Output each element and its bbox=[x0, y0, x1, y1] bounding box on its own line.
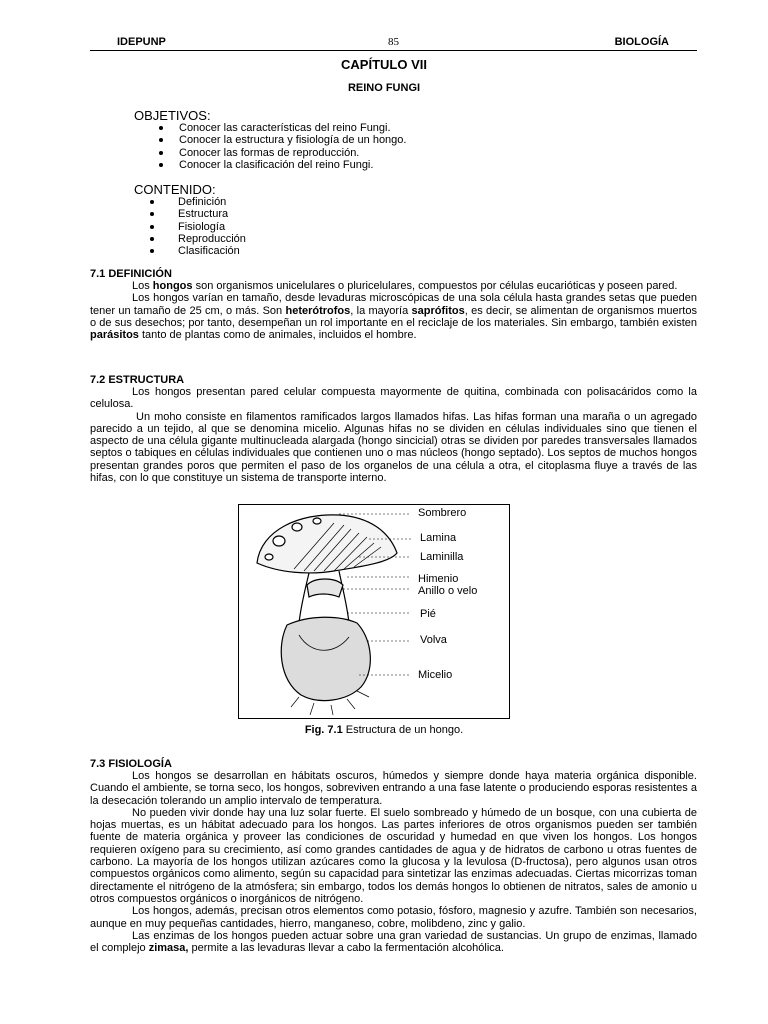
figure-label: Micelio bbox=[418, 669, 453, 681]
list-item: Reproducción bbox=[178, 232, 246, 245]
paragraph: Los hongos presentan pared celular compuesta mayormente de quitina, combinada con polisacáridos como la celulosa. bbox=[90, 386, 697, 411]
section-heading-physiology: 7.3 FISIOLOGÍA bbox=[90, 758, 172, 770]
paragraph: Las enzimas de los hongos pueden actuar sobre una gran variedad de sustancias. Un grupo de enzimas, llamado el complejo zimasa, permite a las levaduras llevar a cabo la fermentación alcohólica. bbox=[90, 929, 697, 955]
section-physiology bbox=[90, 770, 697, 954]
paragraph: Los hongos varían en tamaño, desde levaduras microscópicas de una sola célula hasta grandes setas que pueden tener un tamaño de 25 cm, o más. Son heterótrofos, la mayoría saprófitos, es decir, se alimentan de organismos muertos o de sus desechos; por tanto, desempeñan un rol importante en el reciclaje de los materiales. Sin embargo, también existen parásitos tanto de plantas como de animales, incluidos el hombre. bbox=[90, 292, 697, 342]
objectives-list bbox=[179, 122, 406, 171]
section-definition bbox=[90, 280, 697, 341]
paragraph: Un moho consiste en filamentos ramificados largos llamados hifas. Las hifas forman una maraña o un agregado parecido a un tejido, al que se denomina micelio. Algunas hifas no se dividen en células individuales sino que tienen el aspecto de una célula gigante multinucleada alargada (hongo sincicial) otras se dividen por paredes transversales llamados septos o tabiques en células individuales que contienen uno o mas núcleos (hongo septado). Los septos de muchos hongos presentan grandes poros que permiten el paso de los organelos de una célula a otra, el citoplasma fluye a través de las hifas, con lo que constituye un sistema de transporte interno. bbox=[90, 410, 697, 485]
list-item: Conocer las características del reino Fungi. bbox=[179, 122, 406, 134]
contents-list bbox=[178, 196, 246, 257]
figure-label: Anillo o velo bbox=[418, 585, 478, 597]
figure-label: Volva bbox=[420, 634, 447, 646]
list-item: Estructura bbox=[178, 208, 246, 220]
running-header bbox=[90, 34, 697, 51]
paragraph: Los hongos son organismos unicelulares o pluricelulares, compuestos por células eucarióticas y poseen pared. bbox=[132, 280, 678, 292]
list-item: Conocer las formas de reproducción. bbox=[179, 147, 406, 159]
paragraph: Los hongos, además, precisan otros elementos como potasio, fósforo, magnesio y azufre. También son necesarios, aunque en muy pequeñas cantidades, hierro, manganeso, cobre, molibdeno, zinc y galio. bbox=[90, 905, 697, 930]
header-institution: IDEPUNP bbox=[117, 36, 166, 48]
figure-caption: Fig. 7.1 Estructura de un hongo. bbox=[304, 724, 464, 736]
figure-label: Sombrero bbox=[418, 507, 467, 519]
contents-heading: CONTENIDO: bbox=[134, 182, 216, 197]
figure-label: Lamina bbox=[420, 532, 457, 544]
list-item: Fisiología bbox=[178, 221, 246, 233]
chapter-subtitle: REINO FUNGI bbox=[347, 82, 421, 94]
figure-label: Himenio bbox=[418, 573, 459, 585]
list-item: Conocer la clasificación del reino Fungi. bbox=[179, 159, 406, 171]
figure-mushroom-structure bbox=[238, 504, 510, 719]
header-subject: BIOLOGÍA bbox=[614, 36, 669, 48]
paragraph: No pueden vivir donde hay una luz solar fuerte. El suelo sombreado y húmedo de un bosque, con una cubierta de hojas muertas, es un hábitat adecuado para los hongos. Las partes inferiores de otros organismos pueden ser también fuente de materia orgánica y proveer las condiciones de oscuridad y humedad en que viven los hongos. Los hongos requieren oxígeno para su crecimiento, así como grandes cantidades de agua y de hidratos de carbono u otras fuentes de carbono. La mayoría de los hongos utilizan azúcares como la glucosa y la levulosa (D-fructosa), pero algunos usan otros compuestos orgánicos como alimento, según su capacidad para sintetizar las enzimas adecuadas. Ciertas micorrizas toman directamente el nitrógeno de la atmósfera; sin embargo, todos los demás hongos lo obtienen de nitratos, sales de amonio u otros compuestos orgánicos o inorgánicos de nitrógeno. bbox=[90, 806, 697, 905]
figure-label: Laminilla bbox=[420, 551, 464, 563]
page-number: 85 bbox=[388, 36, 399, 48]
mushroom-illustration bbox=[239, 505, 509, 718]
section-heading-definition: 7.1 DEFINICIÓN bbox=[90, 268, 172, 280]
objectives-heading: OBJETIVOS: bbox=[134, 108, 211, 123]
list-item: Clasificación bbox=[178, 245, 246, 257]
figure-label: Pié bbox=[420, 608, 436, 620]
chapter-title: CAPÍTULO VII bbox=[341, 57, 427, 72]
paragraph: Los hongos se desarrollan en hábitats oscuros, húmedos y siempre donde haya materia orgánica disponible. Cuando el ambiente, se torna seco, los hongos, sobreviven entrando a una fase latente o produciendo esporas resistentes a la desecación tolerando un amplio intervalo de temperatura. bbox=[90, 770, 697, 807]
section-structure bbox=[90, 386, 697, 484]
section-heading-structure: 7.2 ESTRUCTURA bbox=[90, 374, 185, 386]
list-item: Definición bbox=[178, 196, 246, 208]
list-item: Conocer la estructura y fisiología de un hongo. bbox=[179, 134, 407, 147]
